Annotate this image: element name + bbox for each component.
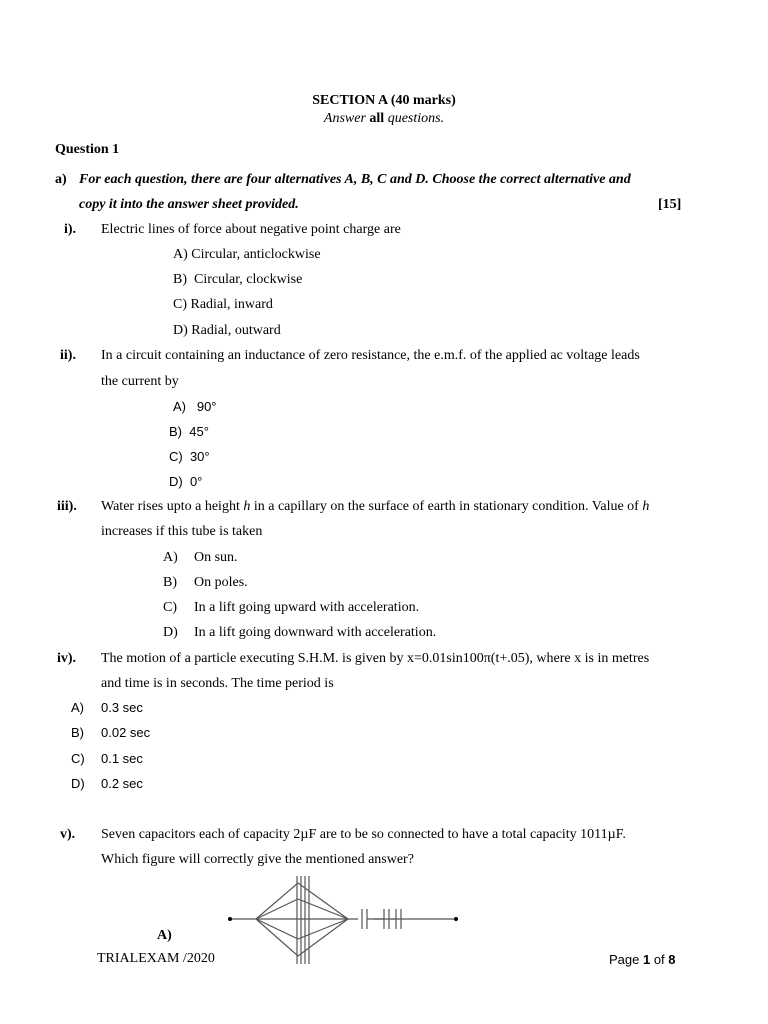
option-b	[163, 576, 177, 590]
question-text	[101, 500, 649, 514]
option-letter: A)	[163, 550, 178, 565]
variable-h: h	[642, 499, 650, 514]
option-a: A)	[71, 700, 84, 715]
part-a-label: a)	[55, 172, 67, 187]
option-text: 0°	[189, 474, 203, 489]
option-letter: C)	[173, 297, 187, 312]
question-text: and time is in seconds. The time period is	[101, 676, 334, 691]
option-letter: D)	[169, 474, 183, 489]
section-title: SECTION A (40 marks)	[312, 93, 456, 108]
part-a-marks: [15]	[658, 197, 682, 212]
capacitor-circuit-diagram	[224, 874, 464, 966]
option-c	[169, 450, 210, 463]
option-text: Circular, clockwise	[194, 272, 303, 287]
question-text: Seven capacitors each of capacity 2µF are to be so connected to have a total capacity 1011µF.	[101, 827, 626, 842]
question-text: Which figure will correctly give the mentioned answer?	[101, 852, 414, 867]
question-number: iv).	[57, 651, 77, 666]
question-number: ii).	[60, 348, 76, 363]
option-text: In a lift going downward with acceleration.	[194, 625, 437, 640]
option-letter: A)	[173, 399, 186, 414]
page-total: 8	[668, 952, 676, 967]
option-d	[173, 324, 281, 338]
option-c	[173, 298, 273, 312]
option-text: Radial, outward	[191, 323, 281, 338]
option-letter: B)	[163, 575, 177, 590]
option-d	[163, 626, 178, 640]
question-text: increases if this tube is taken	[101, 524, 263, 539]
variable-h: h	[243, 499, 251, 514]
option-text: 30°	[189, 449, 210, 464]
option-text: 0.3 sec	[101, 700, 143, 715]
instruction-pre: Answer	[323, 111, 370, 126]
option-text: Circular, anticlockwise	[191, 247, 321, 262]
text-run: Water rises upto a height	[101, 499, 244, 514]
instruction-bold: all	[369, 111, 385, 126]
option-b	[173, 273, 302, 287]
footer-exam-name: TRIALEXAM /2020	[97, 951, 215, 966]
option-a	[163, 551, 178, 565]
question-text: Electric lines of force about negative point charge are	[101, 222, 401, 237]
option-letter: B)	[173, 272, 187, 287]
option-text: 0.02 sec	[101, 725, 151, 740]
page-of: of	[650, 952, 669, 967]
option-letter: D)	[173, 323, 188, 338]
option-b	[169, 425, 209, 438]
question-number: i).	[64, 222, 77, 237]
option-d	[169, 475, 202, 488]
option-text: 45°	[189, 424, 209, 439]
option-letter: C)	[163, 600, 177, 615]
question-text: The motion of a particle executing S.H.M. is given by x=0.01sin100π(t+.05), where x is in metres	[101, 651, 650, 666]
question-heading: Question 1	[55, 142, 120, 157]
option-c: C)	[71, 751, 85, 766]
question-text: In a circuit containing an inductance of zero resistance, the e.m.f. of the applied ac voltage leads	[101, 348, 640, 363]
option-letter: B)	[169, 424, 182, 439]
question-number: v).	[60, 827, 76, 842]
option-text: Radial, inward	[190, 297, 273, 312]
option-text: 0.2 sec	[101, 776, 143, 791]
instruction-post: questions.	[384, 111, 445, 126]
option-d: D)	[71, 776, 85, 791]
option-text: On poles.	[194, 575, 248, 590]
option-text: 0.1 sec	[101, 751, 143, 766]
option-text: In a lift going upward with acceleration.	[194, 600, 420, 615]
terminal-dot	[228, 917, 232, 921]
section-instruction	[0, 112, 768, 126]
question-text: the current by	[101, 374, 179, 389]
option-letter: D)	[163, 625, 178, 640]
footer-page-number	[609, 953, 676, 966]
option-c	[163, 601, 177, 615]
part-a-instruction-line1: For each question, there are four alternatives A, B, C and D. Choose the correct alternative and	[79, 172, 631, 187]
option-b: B)	[71, 725, 84, 740]
terminal-dot	[454, 917, 458, 921]
option-a	[173, 400, 217, 413]
option-letter: C)	[169, 449, 183, 464]
option-text: On sun.	[194, 550, 238, 565]
part-a-instruction-line2: copy it into the answer sheet provided.	[79, 197, 299, 212]
page-word: Page	[609, 952, 643, 967]
figure-option-a: A)	[157, 928, 172, 943]
text-run: in a capillary on the surface of earth in stationary condition. Value of	[250, 499, 643, 514]
question-number: iii).	[57, 499, 77, 514]
page-current: 1	[642, 952, 651, 967]
option-text: 90°	[196, 399, 217, 414]
option-a	[173, 248, 321, 262]
option-letter: A)	[173, 247, 188, 262]
